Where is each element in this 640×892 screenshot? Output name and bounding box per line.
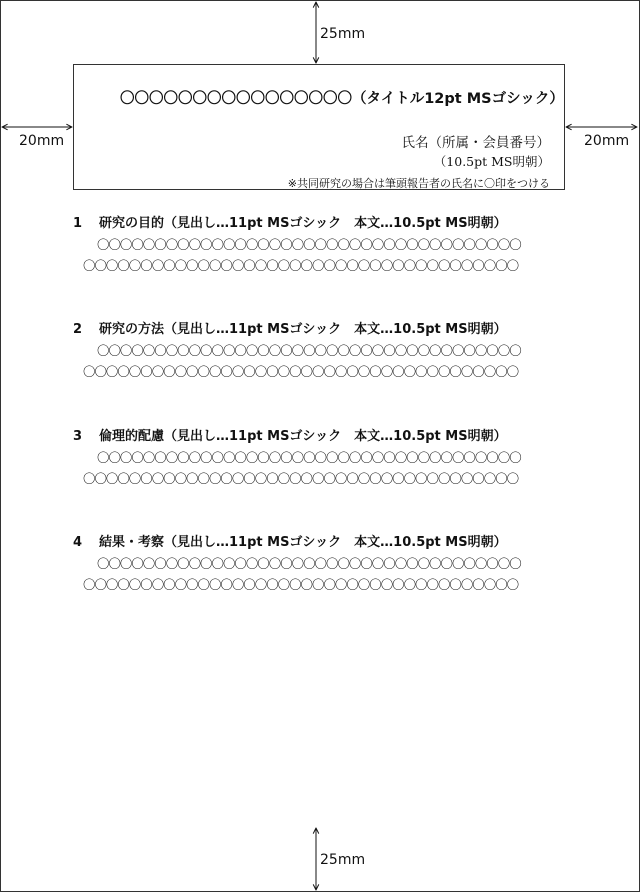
section-purpose bbox=[73, 214, 573, 276]
section-heading-text: 研究の方法（見出し…11pt MSゴシック 本文…10.5pt MS明朝） bbox=[99, 322, 507, 337]
section-ethics bbox=[73, 427, 573, 489]
section-results bbox=[73, 533, 573, 595]
section-heading bbox=[73, 320, 573, 340]
body-line: 〇〇〇〇〇〇〇〇〇〇〇〇〇〇〇〇〇〇〇〇〇〇〇〇〇〇〇〇〇〇〇〇〇〇〇〇〇 bbox=[97, 237, 521, 252]
section-number: 4 bbox=[73, 535, 83, 550]
section-number: 3 bbox=[73, 429, 83, 444]
body-line: 〇〇〇〇〇〇〇〇〇〇〇〇〇〇〇〇〇〇〇〇〇〇〇〇〇〇〇〇〇〇〇〇〇〇〇〇〇 bbox=[97, 343, 521, 358]
section-heading-text: 倫理的配慮（見出し…11pt MSゴシック 本文…10.5pt MS明朝） bbox=[99, 429, 507, 444]
bottom-margin-label: 25mm bbox=[320, 852, 366, 868]
section-heading bbox=[73, 427, 573, 447]
right-margin-label: 20mm bbox=[584, 133, 630, 149]
body-line: 〇〇〇〇〇〇〇〇〇〇〇〇〇〇〇〇〇〇〇〇〇〇〇〇〇〇〇〇〇〇〇〇〇〇〇〇〇〇 bbox=[83, 577, 519, 592]
author-font-note: （10.5pt MS明朝） bbox=[433, 154, 550, 169]
title-block bbox=[73, 64, 565, 190]
section-number: 1 bbox=[73, 216, 83, 231]
section-heading bbox=[73, 214, 573, 234]
body-line: 〇〇〇〇〇〇〇〇〇〇〇〇〇〇〇〇〇〇〇〇〇〇〇〇〇〇〇〇〇〇〇〇〇〇〇〇〇 bbox=[97, 556, 521, 571]
section-heading-text: 結果・考察（見出し…11pt MSゴシック 本文…10.5pt MS明朝） bbox=[99, 535, 507, 550]
section-heading bbox=[73, 533, 573, 553]
author-name: 氏名（所属・会員番号） bbox=[401, 135, 550, 151]
body-line: 〇〇〇〇〇〇〇〇〇〇〇〇〇〇〇〇〇〇〇〇〇〇〇〇〇〇〇〇〇〇〇〇〇〇〇〇〇〇 bbox=[83, 258, 519, 273]
section-method bbox=[73, 320, 573, 382]
body-line: 〇〇〇〇〇〇〇〇〇〇〇〇〇〇〇〇〇〇〇〇〇〇〇〇〇〇〇〇〇〇〇〇〇〇〇〇〇 bbox=[97, 450, 521, 465]
paper-title: 〇〇〇〇〇〇〇〇〇〇〇〇〇〇〇〇（タイトル12pt MSゴシック） bbox=[120, 91, 564, 107]
body-line: 〇〇〇〇〇〇〇〇〇〇〇〇〇〇〇〇〇〇〇〇〇〇〇〇〇〇〇〇〇〇〇〇〇〇〇〇〇〇 bbox=[83, 364, 519, 379]
body-line: 〇〇〇〇〇〇〇〇〇〇〇〇〇〇〇〇〇〇〇〇〇〇〇〇〇〇〇〇〇〇〇〇〇〇〇〇〇〇 bbox=[83, 471, 519, 486]
left-margin-label: 20mm bbox=[19, 133, 65, 149]
joint-research-note: ※共同研究の場合は筆頭報告者の氏名に〇印をつける bbox=[287, 177, 550, 190]
section-number: 2 bbox=[73, 322, 83, 337]
section-heading-text: 研究の目的（見出し…11pt MSゴシック 本文…10.5pt MS明朝） bbox=[99, 216, 507, 231]
top-margin-label: 25mm bbox=[320, 26, 366, 42]
